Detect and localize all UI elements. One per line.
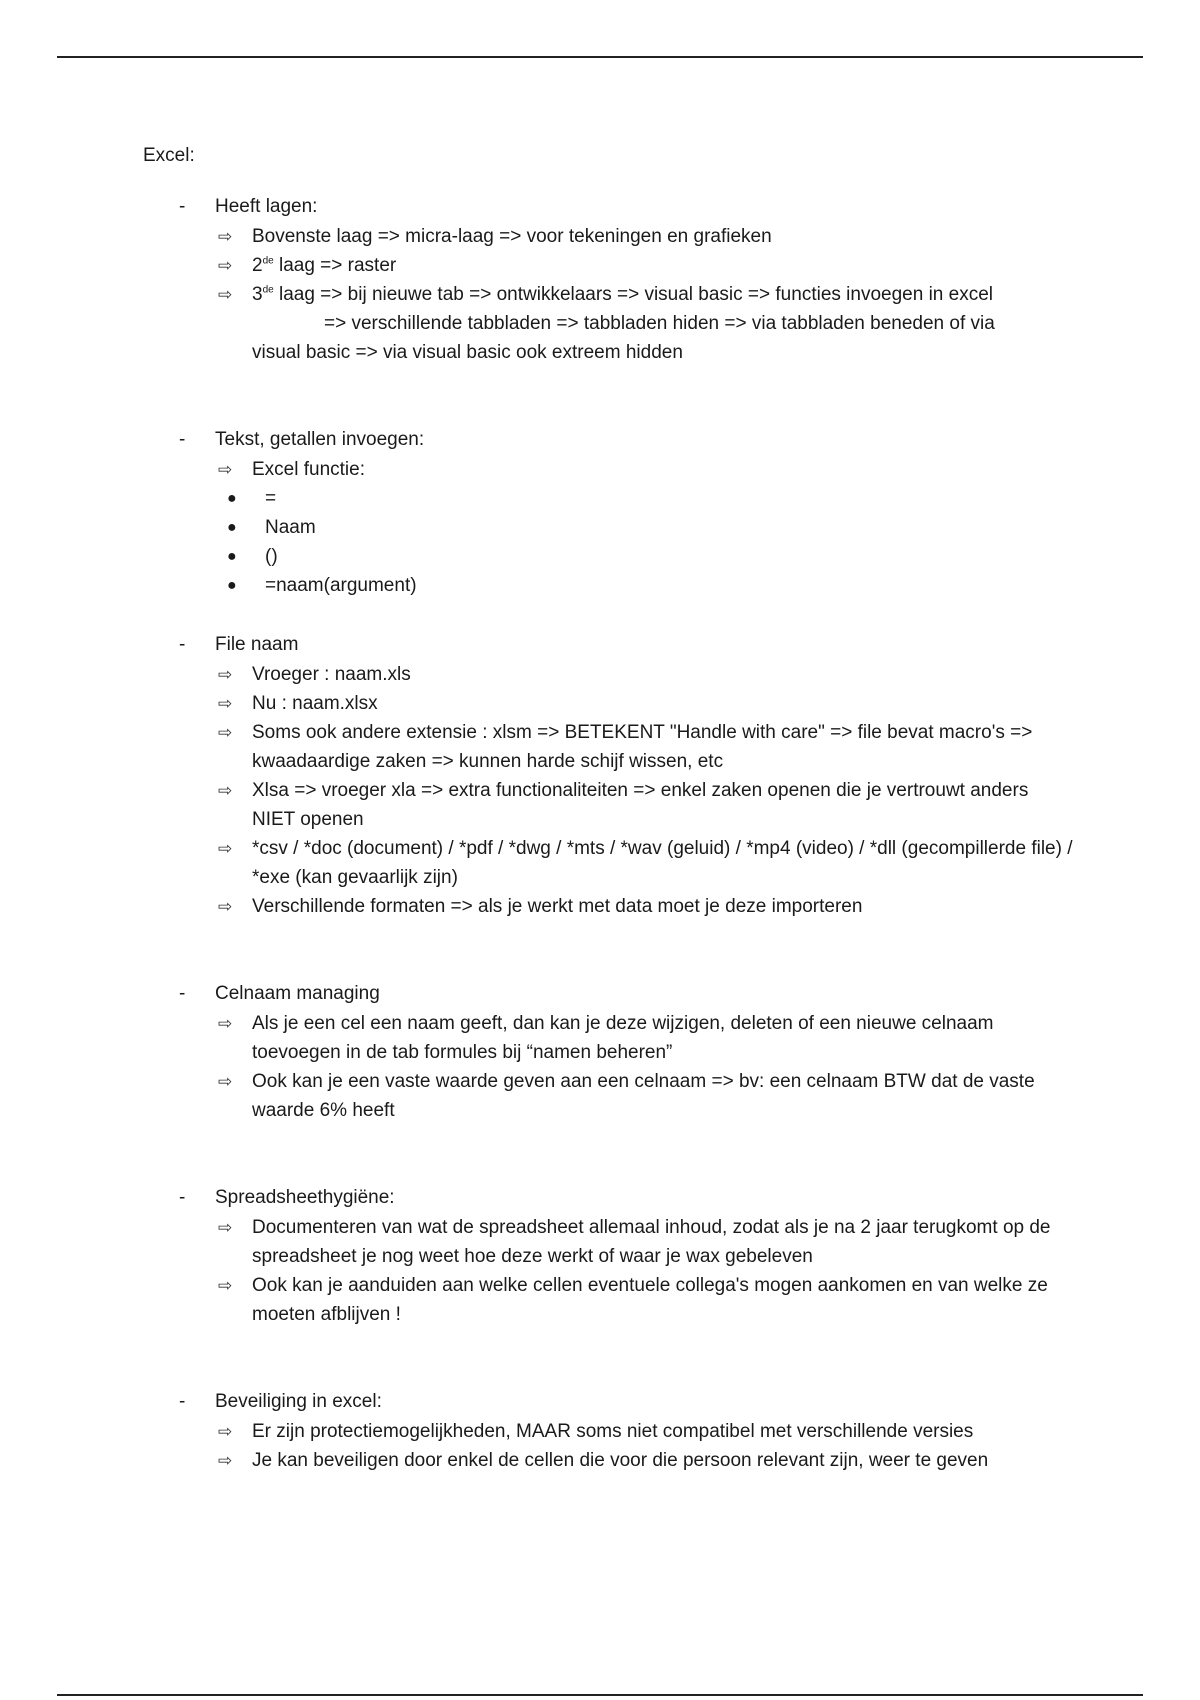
ordinal-number: 3: [252, 284, 263, 305]
list-item: [143, 251, 1073, 280]
arrow-right-icon: ⇨: [218, 1218, 233, 1237]
footer-rule: [57, 1694, 1143, 1696]
arrow-list: [143, 222, 1073, 367]
arrow-right-icon: ⇨: [218, 897, 233, 916]
list-item: [143, 834, 1073, 892]
bullet-text: =: [265, 488, 277, 509]
arrow-list: [143, 1417, 1073, 1475]
list-item-text: *csv / *doc (document) / *pdf / *dwg / *mts / *wav (geluid) / *mp4 (video) / *dll (gecompillerde file) / *exe (kan gevaarlijk zijn): [252, 838, 1073, 888]
document-title: Excel:: [143, 145, 195, 166]
bullet-text: Naam: [265, 517, 316, 538]
bullet-text: =naam(argument): [265, 575, 417, 596]
arrow-right-icon: ⇨: [218, 460, 233, 479]
section-heading: [143, 192, 1073, 222]
list-item-text: Excel functie:: [252, 459, 365, 480]
section-file-naam: [143, 630, 1073, 921]
arrow-right-icon: ⇨: [218, 227, 233, 246]
list-item-text: Nu : naam.xlsx: [252, 693, 378, 714]
ordinal-suffix: de: [262, 284, 274, 296]
list-item: [143, 892, 1073, 921]
list-item: [143, 1067, 1073, 1125]
section-heading-text: Spreadsheethygiëne:: [215, 1187, 395, 1208]
list-item-continuation: => verschillende tabbladen => tabbladen hiden => via tabbladen beneden of via: [324, 313, 995, 334]
arrow-list: [143, 1213, 1073, 1329]
list-item-text: Documenteren van wat de spreadsheet allemaal inhoud, zodat als je na 2 jaar terugkomt op de spreadsheet je nog weet hoe deze werkt of waar je wax gebeleven: [252, 1217, 1051, 1267]
arrow-right-icon: ⇨: [218, 1451, 233, 1470]
dash-icon: -: [179, 429, 186, 450]
bullet-item: [143, 571, 1073, 600]
list-item-text: Vroeger : naam.xls: [252, 664, 411, 685]
list-item: [143, 1213, 1073, 1271]
arrow-list: [143, 660, 1073, 921]
section-heading-text: File naam: [215, 634, 299, 655]
section-heading: [143, 1387, 1073, 1417]
arrow-right-icon: ⇨: [218, 256, 233, 275]
list-item-text: Als je een cel een naam geeft, dan kan je deze wijzigen, deleten of een nieuwe celnaam toevoegen in de tab formules bij “namen beheren”: [252, 1013, 994, 1063]
section-heading: [143, 979, 1073, 1009]
list-item: [143, 1271, 1073, 1329]
list-item-continuation: visual basic => via visual basic ook extreem hidden: [252, 342, 683, 363]
dash-icon: -: [179, 983, 186, 1004]
section-tekst-getallen: [143, 425, 1073, 600]
header-rule: [57, 56, 1143, 58]
section-heading-text: Tekst, getallen invoegen:: [215, 429, 425, 450]
section-heading: [143, 1183, 1073, 1213]
list-item-text: Ook kan je een vaste waarde geven aan een celnaam => bv: een celnaam BTW dat de vaste waarde 6% heeft: [252, 1071, 1035, 1121]
document-body: [143, 140, 1073, 1475]
list-item: [143, 718, 1073, 776]
section-beveiliging: [143, 1387, 1073, 1475]
list-item-text: Bovenste laag => micra-laag => voor tekeningen en grafieken: [252, 226, 772, 247]
arrow-list: [143, 455, 1073, 484]
arrow-right-icon: ⇨: [218, 723, 233, 742]
arrow-right-icon: ⇨: [218, 839, 233, 858]
section-heeft-lagen: [143, 192, 1073, 367]
list-item-text: Soms ook andere extensie : xlsm => BETEKENT "Handle with care" => file bevat macro's => kwaadaardige zaken => kunnen harde schijf wissen, etc: [252, 722, 1033, 772]
section-heading-text: Celnaam managing: [215, 983, 380, 1004]
arrow-right-icon: ⇨: [218, 1422, 233, 1441]
arrow-right-icon: ⇨: [218, 1276, 233, 1295]
section-heading-text: Heeft lagen:: [215, 196, 318, 217]
dash-icon: -: [179, 634, 186, 655]
bullet-icon: ●: [227, 490, 237, 507]
dash-icon: -: [179, 1187, 186, 1208]
dash-icon: -: [179, 196, 186, 217]
bullet-item: [143, 513, 1073, 542]
arrow-list: [143, 1009, 1073, 1125]
list-item: [143, 222, 1073, 251]
bullet-icon: ●: [227, 577, 237, 594]
arrow-right-icon: ⇨: [218, 665, 233, 684]
list-item-text: laag => bij nieuwe tab => ontwikkelaars => visual basic => functies invoegen in excel: [273, 284, 993, 305]
section-heading: [143, 630, 1073, 660]
section-heading-text: Beveiliging in excel:: [215, 1391, 382, 1412]
section-celnaam-managing: [143, 979, 1073, 1125]
bullet-item: [143, 484, 1073, 513]
section-spreadsheethygiene: [143, 1183, 1073, 1329]
list-item: [143, 1446, 1073, 1475]
bullet-text: (): [265, 546, 278, 567]
arrow-right-icon: ⇨: [218, 781, 233, 800]
bullet-icon: ●: [227, 548, 237, 565]
list-item: [143, 776, 1073, 834]
list-item-text: Verschillende formaten => als je werkt met data moet je deze importeren: [252, 896, 863, 917]
list-item: [143, 1417, 1073, 1446]
list-item-text: Er zijn protectiemogelijkheden, MAAR soms niet compatibel met verschillende versies: [252, 1421, 974, 1442]
list-item-text: Je kan beveiligen door enkel de cellen die voor die persoon relevant zijn, weer te geven: [252, 1450, 989, 1471]
list-item: [143, 660, 1073, 689]
list-item-text: laag => raster: [273, 255, 397, 276]
list-item: [143, 280, 1073, 367]
ordinal-number: 2: [252, 255, 263, 276]
arrow-right-icon: ⇨: [218, 1014, 233, 1033]
arrow-right-icon: ⇨: [218, 1072, 233, 1091]
bullet-icon: ●: [227, 519, 237, 536]
bullet-list: [143, 484, 1073, 600]
dash-icon: -: [179, 1391, 186, 1412]
ordinal-suffix: de: [262, 255, 274, 267]
list-item: [143, 455, 1073, 484]
list-item: [143, 1009, 1073, 1067]
section-heading: [143, 425, 1073, 455]
arrow-right-icon: ⇨: [218, 694, 233, 713]
list-item-text: Xlsa => vroeger xla => extra functionaliteiten => enkel zaken openen die je vertrouwt anders NIET openen: [252, 780, 1029, 830]
list-item-text: Ook kan je aanduiden aan welke cellen eventuele collega's mogen aankomen en van welke ze moeten afblijven !: [252, 1275, 1048, 1325]
bullet-item: [143, 542, 1073, 571]
arrow-right-icon: ⇨: [218, 285, 233, 304]
list-item: [143, 689, 1073, 718]
